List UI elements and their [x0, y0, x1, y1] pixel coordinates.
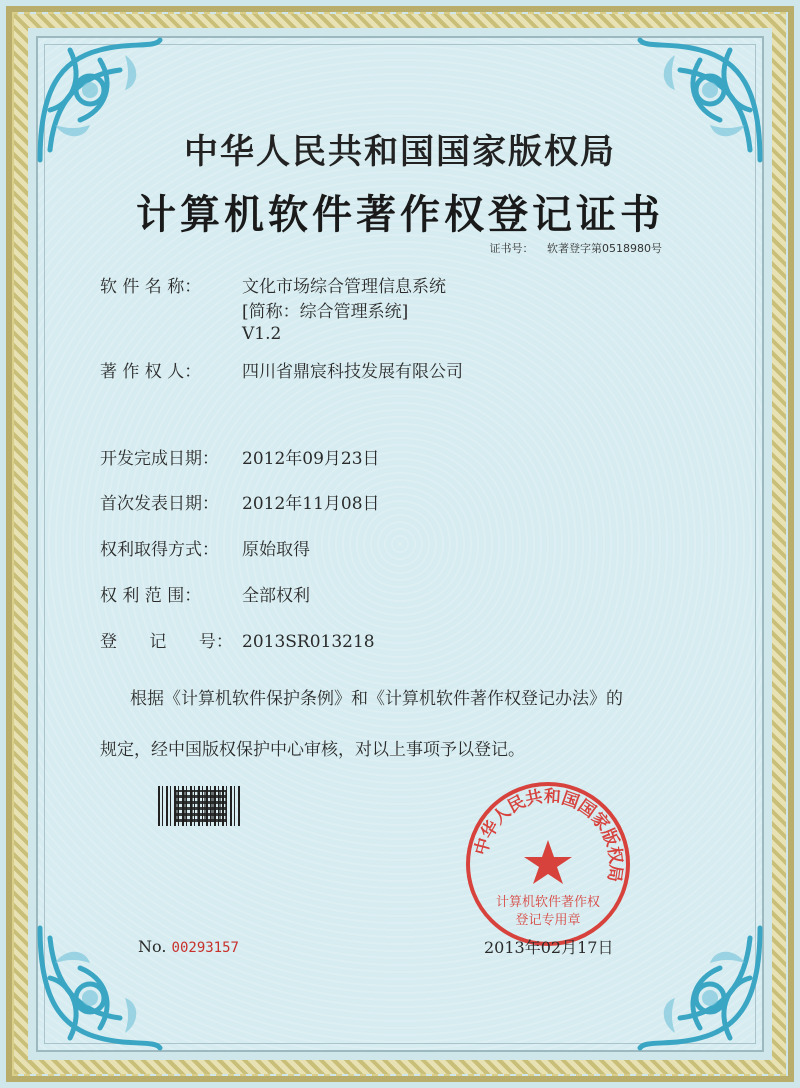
seal-line-2: 登记专用章 [515, 913, 581, 928]
issuing-authority: 中华人民共和国国家版权局 [184, 132, 616, 172]
field-owner [100, 360, 463, 384]
field-registration [100, 630, 375, 654]
software-version: V1.2 [242, 324, 282, 344]
official-seal [462, 778, 634, 950]
certificate-number-label: 证书号： [489, 242, 534, 255]
registration-value: 2013SR013218 [242, 632, 375, 652]
pub-date-label: 首次发表日期： [100, 494, 219, 514]
field-software-name [100, 275, 446, 299]
dev-date-value: 2012年09月23日 [242, 449, 380, 469]
certificate-title: 计算机软件著作权登记证书 [136, 191, 664, 238]
dev-date-label: 开发完成日期： [100, 449, 219, 469]
statement-line-1: 根据《计算机软件保护条例》和《计算机软件著作权登记办法》的 [130, 689, 623, 709]
serial-value: 00293157 [171, 940, 239, 956]
field-acquisition [100, 538, 310, 562]
corner-ornament-bottom-right [630, 918, 770, 1058]
owner-label: 著 作 权 人： [100, 362, 202, 382]
scope-value: 全部权利 [242, 586, 310, 606]
registration-label: 登 记 号： [100, 632, 233, 652]
serial-number [138, 937, 239, 956]
field-dev-date [100, 447, 380, 471]
serial-label: No. [138, 937, 167, 956]
field-pub-date [100, 492, 380, 516]
certificate-number-value: 软著登字第0518980号 [547, 242, 662, 255]
statement-line-2: 规定，经中国版权保护中心审核，对以上事项予以登记。 [100, 740, 525, 760]
software-name-label: 软 件 名 称： [100, 277, 202, 297]
acquisition-value: 原始取得 [242, 540, 310, 560]
software-name-value: 文化市场综合管理信息系统 [242, 277, 446, 297]
seal-ring-text: 中华人民共和国国家版权局 [471, 786, 626, 884]
barcode-matrix [176, 790, 226, 822]
owner-value: 四川省鼎宸科技发展有限公司 [242, 362, 463, 382]
acquisition-label: 权利取得方式： [100, 540, 219, 560]
issue-date: 2013年02月17日 [484, 938, 614, 957]
certificate-number [490, 240, 663, 256]
software-short-name: [简称：综合管理系统] [242, 302, 409, 322]
scope-label: 权 利 范 围： [100, 586, 202, 606]
pub-date-value: 2012年11月08日 [242, 494, 380, 514]
seal-line-1: 计算机软件著作权 [495, 895, 601, 910]
field-scope [100, 584, 310, 608]
